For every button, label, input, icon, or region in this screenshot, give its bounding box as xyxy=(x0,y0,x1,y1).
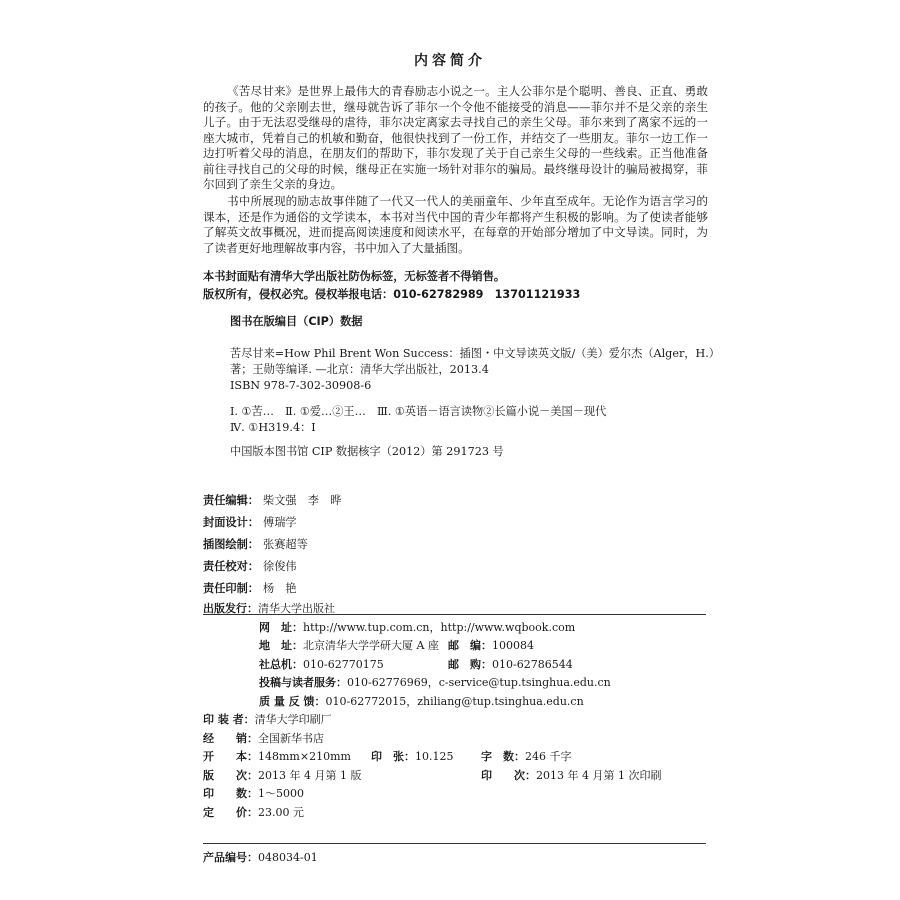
credit-label: 责任编辑： xyxy=(203,494,259,507)
price-row xyxy=(203,804,723,823)
quality-row xyxy=(203,693,723,712)
credit-row xyxy=(203,578,341,600)
notice-block xyxy=(203,268,723,304)
print-run-row xyxy=(203,785,723,804)
mail-value: 010-62786544 xyxy=(492,657,573,671)
printer-row xyxy=(203,711,723,730)
product-code-value: 048034-01 xyxy=(258,851,318,864)
publisher-label: 出版发行： xyxy=(203,602,258,615)
switchboard-label: 社总机： xyxy=(259,657,303,671)
edition-row xyxy=(203,767,723,786)
credit-value: 柴文强 李 晔 xyxy=(263,494,342,507)
address-row xyxy=(203,637,723,656)
credit-row xyxy=(203,490,341,512)
anti-counterfeit-notice: 本书封面贴有清华大学出版社防伪标签，无标签者不得销售。 xyxy=(203,270,506,283)
credit-row xyxy=(203,556,341,578)
publisher-row xyxy=(203,600,723,619)
quality-label: 质 量 反 馈： xyxy=(259,694,326,708)
quality-value: 010-62772015，zhiliang@tup.tsinghua.edu.cn xyxy=(325,694,584,708)
switchboard-value: 010-62770175 xyxy=(303,657,384,671)
format-row xyxy=(203,748,723,767)
words-label: 字 数： xyxy=(481,750,525,763)
website-value: http://www.tup.com.cn，http://www.wqbook.com xyxy=(303,620,576,634)
publisher-value: 清华大学出版社 xyxy=(258,602,335,615)
credit-row xyxy=(203,534,341,556)
website-row xyxy=(203,619,723,638)
product-code-label: 产品编号： xyxy=(203,851,258,864)
word-count xyxy=(481,748,572,767)
sheets xyxy=(371,748,454,767)
sheets-label: 印 张： xyxy=(371,750,415,763)
product-code xyxy=(203,849,318,865)
divider-line xyxy=(203,614,706,615)
credit-row xyxy=(203,512,341,534)
cip-entry-line: 著；王勋等编译. —北京：清华大学出版社，2013.4 xyxy=(230,363,489,376)
distributor-label: 经 销： xyxy=(203,731,258,745)
distributor-row xyxy=(203,730,723,749)
page-title: 内容简介 xyxy=(414,53,486,69)
credit-label: 责任印制： xyxy=(203,582,259,595)
contribution-row xyxy=(203,674,723,693)
cip-classification-line: Ⅳ. ①H319.4：I xyxy=(230,421,316,434)
switchboard-row xyxy=(203,656,723,675)
impression-value: 2013 年 4 月第 1 次印刷 xyxy=(536,768,662,782)
credit-value: 傅瑞学 xyxy=(263,516,297,529)
copyright-notice: 版权所有，侵权必究。侵权举报电话：010-62782989 13701121933 xyxy=(203,288,581,301)
mail-order xyxy=(448,656,573,675)
publisher-block xyxy=(203,600,723,822)
format-value: 148mm×210mm xyxy=(258,750,351,763)
cip-number: 中国版本图书馆 CIP 数据核字（2012）第 291723 号 xyxy=(230,445,504,458)
address-label: 地 址： xyxy=(259,639,303,652)
postcode xyxy=(448,637,534,656)
edition-value: 2013 年 4 月第 1 版 xyxy=(258,768,362,782)
cip-classification xyxy=(230,404,730,436)
credit-value: 杨 艳 xyxy=(263,582,297,595)
credit-label: 插图绘制： xyxy=(203,538,259,551)
intro-paragraph: 《苦尽甘来》是世界上最伟大的青春励志小说之一。主人公菲尔是个聪明、善良、正直、勇敢的孩子。他的父亲刚去世，继母就告诉了菲尔一个令他不能接受的消息——菲尔并不是父亲的亲生儿子。由于无法忍受继母的虐待，菲尔决定离家去寻找自己的亲生父母。菲尔来到了离家不远的一座大城市，凭着自己的机敏和勤奋，他很快找到了一份工作，并结交了一些朋友。菲尔一边工作一边打听着父母的消息，在朋友们的帮助下，菲尔发现了关于自己亲生父母的一些线索。正当他准备前往寻找自己的父母的时候，继母正在实施一场针对菲尔的骗局。最终继母设计的骗局被揭穿，菲尔回到了亲生父亲的身边。 xyxy=(203,84,708,191)
print-run-label: 印 数： xyxy=(203,787,258,800)
price-value: 23.00 元 xyxy=(258,805,304,819)
credit-value: 张赛超等 xyxy=(263,538,308,551)
credit-label: 封面设计： xyxy=(203,516,259,529)
contribution-value: 010-62776969，c-service@tup.tsinghua.edu.cn xyxy=(347,676,611,689)
format-label: 开 本： xyxy=(203,750,258,763)
cip-entry-line: 苦尽甘来=How Phil Brent Won Success：插图・中文导读英文版/（美）爱尔杰（Alger，H.） xyxy=(230,347,720,360)
distributor-value: 全国新华书店 xyxy=(258,731,324,745)
edition-label: 版 次： xyxy=(203,768,258,782)
price-label: 定 价： xyxy=(203,805,258,819)
impression xyxy=(481,767,661,786)
website-label: 网 址： xyxy=(259,620,303,634)
cip-entry xyxy=(230,346,730,394)
postcode-label: 邮 编： xyxy=(448,639,492,652)
printer-value: 清华大学印刷厂 xyxy=(254,713,332,726)
postcode-value: 100084 xyxy=(492,639,534,652)
impression-label: 印 次： xyxy=(481,768,536,782)
cip-classification-line: Ⅰ. ①苦… Ⅱ. ①爱…②王… Ⅲ. ①英语－语言读物②长篇小说－美国－现代 xyxy=(230,405,607,418)
address-value: 北京清华大学学研大厦 A 座 xyxy=(303,639,439,652)
divider-line xyxy=(203,843,706,844)
print-run-value: 1～5000 xyxy=(258,787,304,800)
credits-list xyxy=(203,490,341,600)
words-value: 246 千字 xyxy=(525,750,572,763)
cip-title: 图书在版编目（CIP）数据 xyxy=(230,315,363,328)
intro-paragraph: 书中所展现的励志故事伴随了一代又一代人的美丽童年、少年直至成年。无论作为语言学习的课本，还是作为通俗的文学读本，本书对当代中国的青少年都将产生积极的影响。为了使读者能够了解英文故事概况，进而提高阅读速度和阅读水平，在每章的开始部分增加了中文导读。同时，为了读者更好地理解故事内容，书中加入了大量插图。 xyxy=(203,194,708,255)
mail-label: 邮 购： xyxy=(448,657,492,671)
credit-value: 徐俊伟 xyxy=(263,560,297,573)
printer-label: 印 装 者： xyxy=(203,713,255,726)
contribution-label: 投稿与读者服务： xyxy=(259,676,347,689)
cip-entry-line: ISBN 978-7-302-30908-6 xyxy=(230,379,372,392)
credit-label: 责任校对： xyxy=(203,560,259,573)
sheets-value: 10.125 xyxy=(415,750,454,763)
